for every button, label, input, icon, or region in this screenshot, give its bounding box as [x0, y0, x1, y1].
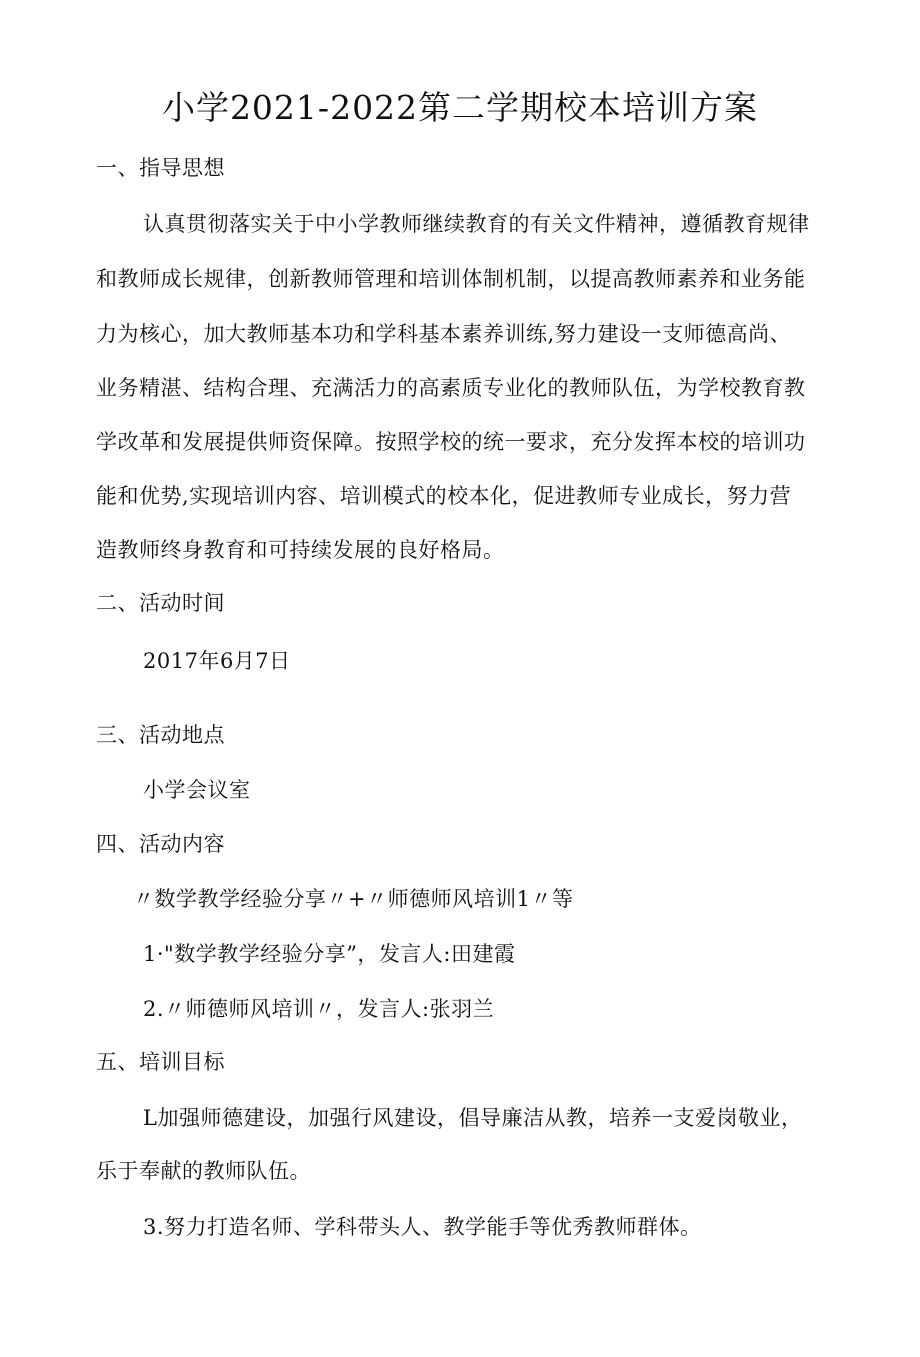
document-title: 小学2021-2022第二学期校本培训方案 — [161, 88, 759, 127]
paragraph-line: 力为核心，加大教师基本功和学科基本素养训练,努力建设一支师德高尚、 — [96, 322, 792, 346]
activity-date: 2017年6月7日 — [143, 649, 291, 673]
goal-1-line-2: 乐于奉献的教师队伍。 — [96, 1159, 311, 1183]
activity-location: 小学会议室 — [143, 778, 251, 802]
paragraph-line: 认真贯彻落实关于中小学教师继续教育的有关文件精神，遵循教育规律 — [143, 212, 810, 236]
goal-1-line-1: L加强师德建设，加强行风建设，倡导廉洁从教，培养一支爱岗敬业， — [143, 1106, 803, 1130]
paragraph-line: 造教师终身教育和可持续发展的良好格局。 — [96, 538, 505, 562]
paragraph-line: 能和优势,实现培训内容、培训模式的校本化，促进教师专业成长，努力营 — [96, 484, 792, 508]
activity-content-summary: 〃数学教学经验分享〃+〃师德师风培训1〃等 — [133, 887, 574, 911]
section-heading-activity-content: 四、活动内容 — [96, 832, 225, 856]
section-heading-guiding-ideology: 一、指导思想 — [96, 156, 225, 180]
activity-item-1: 1·"数学教学经验分享”，发言人:田建霞 — [143, 942, 516, 966]
paragraph-line: 和教师成长规律，创新教师管理和培训体制机制，以提高教师素养和业务能 — [96, 267, 806, 291]
section-heading-training-goals: 五、培训目标 — [96, 1050, 225, 1074]
paragraph-line: 业务精湛、结构合理、充满活力的高素质专业化的教师队伍，为学校教育教 — [96, 376, 806, 400]
goal-3: 3.努力打造名师、学科带头人、教学能手等优秀教师群体。 — [143, 1215, 702, 1239]
activity-item-2: 2.〃师德师风培训〃，发言人:张羽兰 — [143, 997, 495, 1021]
paragraph-line: 学改革和发展提供师资保障。按照学校的统一要求，充分发挥本校的培训功 — [96, 430, 806, 454]
section-heading-activity-time: 二、活动时间 — [96, 591, 225, 615]
section-heading-activity-location: 三、活动地点 — [96, 723, 225, 747]
